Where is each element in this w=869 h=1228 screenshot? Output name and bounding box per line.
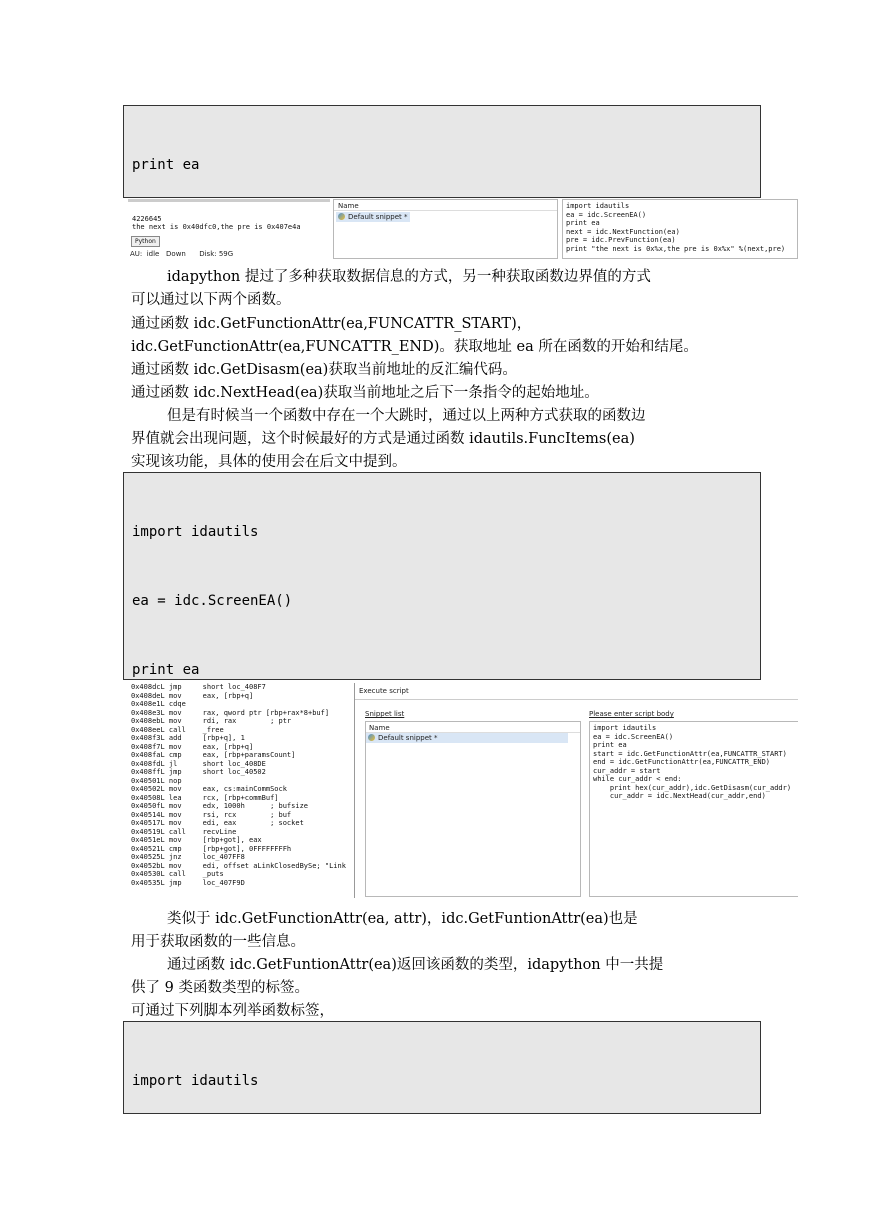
paragraph-line: idapython 提过了多种获取数据信息的方式，另一种获取函数边界值的方式 [167, 269, 651, 285]
disasm-line: 0x40508L lea rcx, [rbp+commBuf] [131, 793, 279, 802]
python-snippet-icon [338, 213, 345, 220]
paragraph-line: 通过函数 idc.NextHead(ea)获取当前地址之后下一条指令的起始地址。 [131, 385, 599, 401]
disasm-line: 0x4051eL mov [rbp+got], eax [131, 836, 262, 844]
disasm-line: 0x40519L call recvLine [131, 827, 237, 836]
disasm-line: 0x408f7L mov eax, [rbp+q] [131, 742, 254, 751]
disasm-line: 0x40535L jmp loc_407F9D [131, 878, 245, 887]
window-title: Execute script [359, 687, 409, 695]
paragraph-line: 界值就会出现问题，这个时候最好的方式是通过函数 idautils.FuncItems(ea) [131, 431, 635, 447]
disasm-line: 0x40517L mov edi, eax ; socket [131, 819, 304, 827]
snippet-item-label: Default snippet * [378, 734, 438, 742]
script-line: next = idc.NextFunction(ea) [566, 227, 680, 236]
disasm-line: 0x40514L mov rsi, rcx ; buf [131, 810, 292, 819]
paragraph-line: 可通过下列脚本列举函数标签， [131, 1003, 334, 1019]
disasm-line: 0x408e3L mov rax, qword ptr [rbp+rax*8+buf] [131, 708, 330, 717]
python-snippet-icon [368, 734, 375, 741]
snippet-item[interactable] [366, 733, 568, 743]
snippet-list-label: Snippet list [365, 710, 405, 718]
script-line: print ea [566, 219, 600, 227]
code-line: import idautils [132, 1073, 259, 1089]
script-line: end = idc.GetFunctionAttr(ea,FUNCATTR_END) [593, 758, 771, 766]
paragraph-line: 通过函数 idc.GetDisasm(ea)获取当前地址的反汇编代码。 [131, 362, 517, 378]
paragraph-line: 实现该功能，具体的使用会在后文中提到。 [131, 454, 407, 470]
paragraph-line: idc.GetFunctionAttr(ea,FUNCATTR_END)。获取地址 ea 所在函数的开始和结尾。 [131, 339, 698, 355]
disasm-line: 0x408e1L cdqe [131, 700, 186, 708]
code-line: ea = idc.ScreenEA() [132, 593, 293, 609]
script-line: print hex(cur_addr),idc.GetDisasm(cur_addr) [593, 783, 792, 792]
title-divider [355, 699, 798, 700]
code-line: print ea [132, 157, 200, 173]
script-line: pre = idc.PrevFunction(ea) [566, 236, 676, 244]
disasm-line: 0x408eeL call _free [131, 725, 224, 734]
output-line: 4226645 [132, 215, 162, 223]
disasm-line: 0x408ebL mov rdi, rax ; ptr [131, 717, 292, 725]
script-body-editor[interactable] [589, 721, 798, 897]
code-line: print ea [132, 662, 200, 678]
script-line: cur_addr = start [593, 766, 661, 775]
script-line: print "the next is 0x%x,the pre is 0x%x" %(next,pre) [566, 244, 786, 253]
disasm-line: 0x408fdL jl short loc_408DE [131, 759, 266, 768]
script-line: import idautils [566, 202, 630, 210]
paragraph-line: 用于获取函数的一些信息。 [131, 934, 305, 950]
code-block-3 [123, 1021, 761, 1114]
paragraph-line: 类似于 idc.GetFunctionAttr(ea, attr)，idc.GetFuntionAttr(ea)也是 [167, 911, 638, 927]
script-line: start = idc.GetFunctionAttr(ea,FUNCATTR_START) [593, 749, 787, 758]
script-line: cur_addr = idc.NextHead(cur_addr,end) [593, 792, 766, 800]
ida-screenshot-1 [128, 199, 798, 259]
disasm-line: 0x40521L cmp [rbp+got], 0FFFFFFFFh [131, 844, 292, 853]
script-line: while cur_addr < end: [593, 775, 682, 783]
script-line: ea = idc.ScreenEA() [593, 732, 674, 741]
code-block-1 [123, 105, 761, 198]
header-divider [334, 210, 557, 211]
paragraph-line: 供了 9 类函数类型的标签。 [131, 980, 309, 996]
snippet-column-header: Name [338, 202, 359, 210]
disasm-line: 0x408deL mov eax, [rbp+q] [131, 691, 254, 700]
paragraph-line: 可以通过以下两个函数。 [131, 292, 291, 308]
paragraph-line: 通过函数 idc.GetFunctionAttr(ea,FUNCATTR_START)， [131, 316, 532, 332]
paragraph-line: 但是有时候当一个函数中存在一个大跳时，通过以上两种方式获取的函数边 [167, 408, 646, 424]
python-button[interactable]: Python [131, 236, 160, 247]
disasm-line: 0x40502L mov eax, cs:mainCommSock [131, 785, 287, 793]
snippet-list-panel [333, 199, 558, 259]
clipped-text-strip [128, 199, 330, 202]
snippet-column-header: Name [369, 724, 390, 732]
snippet-list-panel [365, 721, 581, 897]
paragraph-line: 通过函数 idc.GetFuntionAttr(ea)返回该函数的类型，idapython 中一共提 [167, 957, 664, 973]
status-bar: AU: idle Down Disk: 59G [130, 250, 234, 258]
script-line: import idautils [593, 724, 657, 732]
disasm-line: 0x408dcL jmp short loc_408F7 [131, 683, 266, 691]
script-body-panel[interactable] [562, 199, 798, 259]
code-line: import idautils [132, 524, 259, 540]
disasm-line: 0x40501L nop [131, 776, 182, 785]
execute-script-window [354, 683, 798, 898]
disassembly-pane [131, 683, 351, 898]
script-line: print ea [593, 741, 627, 749]
disasm-line: 0x4050fL mov edx, 1000h ; bufsize [131, 802, 309, 810]
disasm-line: 0x40530L call _puts [131, 870, 224, 878]
output-line: the next is 0x40dfc0,the pre is 0x407e4a [132, 223, 301, 231]
output-pane [128, 199, 330, 259]
snippet-item-label: Default snippet * [348, 213, 408, 221]
script-body-label: Please enter script body [589, 710, 674, 718]
snippet-item[interactable] [336, 212, 410, 222]
script-line: ea = idc.ScreenEA() [566, 210, 647, 219]
disasm-line: 0x408ffL jmp short loc_40502 [131, 768, 266, 776]
disasm-line: 0x40525L jnz loc_407FF8 [131, 853, 245, 861]
disasm-line: 0x4052bL mov edi, offset aLinkClosedBySe; "Link [131, 861, 346, 870]
disasm-line: 0x408f3L add [rbp+q], 1 [131, 734, 245, 742]
ida-screenshot-2 [128, 683, 798, 898]
disasm-line: 0x408faL cmp eax, [rbp+paramsCount] [131, 751, 296, 759]
code-block-2 [123, 472, 761, 680]
